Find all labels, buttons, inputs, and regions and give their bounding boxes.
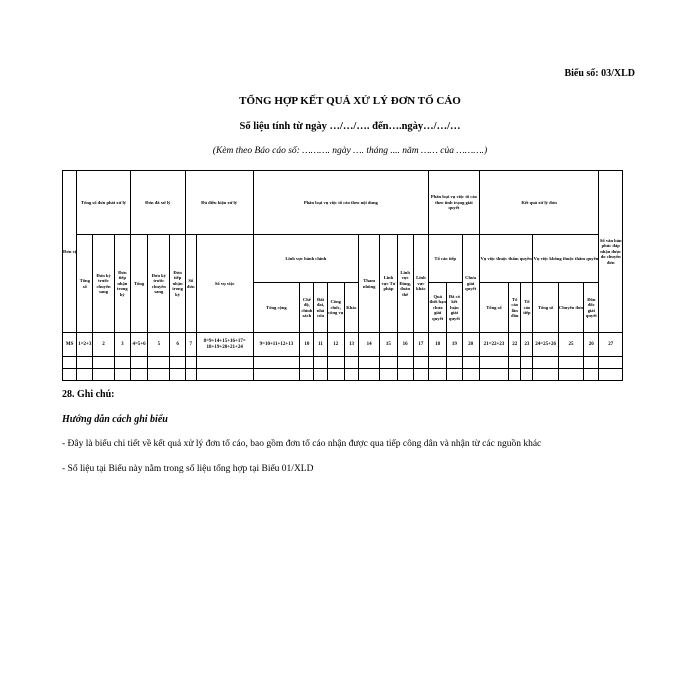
header-regime: Chế độ, chính sách bbox=[300, 283, 314, 333]
col-num: MS bbox=[63, 333, 77, 357]
header-unresolved: Chưa giải quyết bbox=[462, 235, 479, 333]
header-party: Lĩnh vực Đảng, đoàn thể bbox=[397, 235, 413, 333]
col-num: 24=25+26 bbox=[533, 333, 558, 357]
col-num: 20 bbox=[462, 333, 479, 357]
header-reply-docs: Số văn bản phúc đáp nhận được do chuyển đơn bbox=[599, 171, 623, 333]
col-num: 27 bbox=[599, 333, 623, 357]
col-num: 3 bbox=[114, 333, 130, 357]
header-urge: Đôn đốc giải quyết bbox=[584, 283, 599, 333]
col-num: 22 bbox=[509, 333, 521, 357]
col-num: 7 bbox=[185, 333, 196, 357]
col-num: 8=9+14+15+16+17= 18+19+20+21+24 bbox=[196, 333, 253, 357]
col-num: 10 bbox=[300, 333, 314, 357]
header-count: Số đơn bbox=[185, 235, 196, 333]
guide-line-2: - Số liệu tại Biểu này nằm trong số liệu tổng hợp tại Biểu 01/XLD bbox=[62, 464, 314, 474]
header-cases: Số vụ việc bbox=[196, 235, 253, 333]
header-prev-period: Đơn kỳ trước chuyển sang bbox=[93, 235, 114, 333]
col-num: 13 bbox=[344, 333, 358, 357]
col-num: 18 bbox=[429, 333, 447, 357]
col-num: 21=22+23 bbox=[479, 333, 508, 357]
table-row bbox=[63, 357, 623, 369]
report-period: Số liệu tính từ ngày …/…/…. đến….ngày…/…/… bbox=[239, 121, 461, 132]
result-table bbox=[62, 170, 623, 381]
col-num: 25 bbox=[558, 333, 583, 357]
col-num: 9=10+11+12+13 bbox=[253, 333, 300, 357]
header-corruption: Tham nhũng bbox=[359, 235, 380, 333]
report-reference: (Kèm theo Báo cáo số: ………. ngày …. tháng .... năm …… của ……….) bbox=[212, 146, 488, 156]
header-admin-field: Lĩnh vực hành chính bbox=[253, 235, 358, 283]
column-number-row bbox=[63, 333, 623, 357]
col-num: 5 bbox=[148, 333, 170, 357]
header-land: Đất đai, nhà cửa bbox=[314, 283, 327, 333]
col-num: 17 bbox=[413, 333, 428, 357]
header-first-report: Tố cáo lần đầu bbox=[509, 283, 521, 333]
form-code: Biểu số: 03/XLD bbox=[564, 68, 635, 79]
col-num: 6 bbox=[170, 333, 185, 357]
table-row bbox=[63, 369, 623, 381]
col-num: 26 bbox=[584, 333, 599, 357]
header-admin-other: Khác bbox=[344, 283, 358, 333]
col-num: 14 bbox=[359, 333, 380, 357]
header-processed-prev: Đơn kỳ trước chuyển sang bbox=[148, 235, 170, 333]
notes-heading: 28. Ghi chú: bbox=[62, 389, 115, 400]
col-num: 19 bbox=[447, 333, 462, 357]
header-officials: Công chức, công vụ bbox=[327, 283, 344, 333]
header-total-to-process: Tổng số đơn phải xử lý bbox=[77, 171, 131, 235]
guide-heading: Hướng dẫn cách ghi biểu bbox=[62, 414, 168, 425]
header-out-total: Tổng số bbox=[533, 283, 558, 333]
header-processed-received: Đơn tiếp nhận trong kỳ bbox=[170, 235, 185, 333]
header-transfer: Chuyển đơn bbox=[558, 283, 583, 333]
col-num: 23 bbox=[521, 333, 533, 357]
report-title: TỔNG HỢP KẾT QUẢ XỬ LÝ ĐƠN TỐ CÁO bbox=[239, 95, 461, 107]
header-processed-sum: Tổng bbox=[130, 235, 147, 333]
header-processed: Đơn đã xử lý bbox=[130, 171, 185, 235]
header-scope-total: Tổng số bbox=[479, 283, 508, 333]
header-eligible: Đủ điều kiện xử lý bbox=[185, 171, 253, 235]
col-num: 2 bbox=[93, 333, 114, 357]
header-other-field: Lĩnh vực khác bbox=[413, 235, 428, 333]
header-overdue: Quá thời hạn chưa giải quyết bbox=[429, 283, 447, 333]
header-unit: Đơn vị bbox=[63, 171, 77, 333]
header-received: Đơn tiếp nhận trong kỳ bbox=[114, 235, 130, 333]
col-num: 15 bbox=[380, 333, 397, 357]
header-repeat: Tố cáo tiếp bbox=[429, 235, 462, 283]
header-concluded: Đã có kết luận giải quyết bbox=[447, 283, 462, 333]
header-admin-total: Tổng cộng bbox=[253, 283, 300, 333]
col-num: 16 bbox=[397, 333, 413, 357]
header-out-scope: Vụ việc không thuộc thẩm quyền bbox=[533, 235, 599, 283]
col-num: 11 bbox=[314, 333, 327, 357]
header-judicial: Lĩnh vực Tư pháp bbox=[380, 235, 397, 333]
header-classify-status: Phân loại vụ việc tố cáo theo tình trạng giải quyết bbox=[429, 171, 480, 235]
col-num: 1=2+3 bbox=[77, 333, 93, 357]
header-in-scope: Vụ việc thuộc thẩm quyền bbox=[479, 235, 533, 283]
header-total-sum: Tổng số bbox=[77, 235, 93, 333]
header-result: Kết quả xử lý đơn bbox=[479, 171, 599, 235]
guide-line-1: - Đây là biểu chi tiết về kết quả xử lý đơn tố cáo, bao gồm đơn tố cáo nhận được qua tiếp công dân và nhận từ các nguồn khác bbox=[62, 439, 542, 449]
col-num: 4=5+6 bbox=[130, 333, 147, 357]
header-repeat-report: Tố cáo tiếp bbox=[521, 283, 533, 333]
col-num: 12 bbox=[327, 333, 344, 357]
header-classify-content: Phân loại vụ việc tố cáo theo nội dung bbox=[253, 171, 428, 235]
